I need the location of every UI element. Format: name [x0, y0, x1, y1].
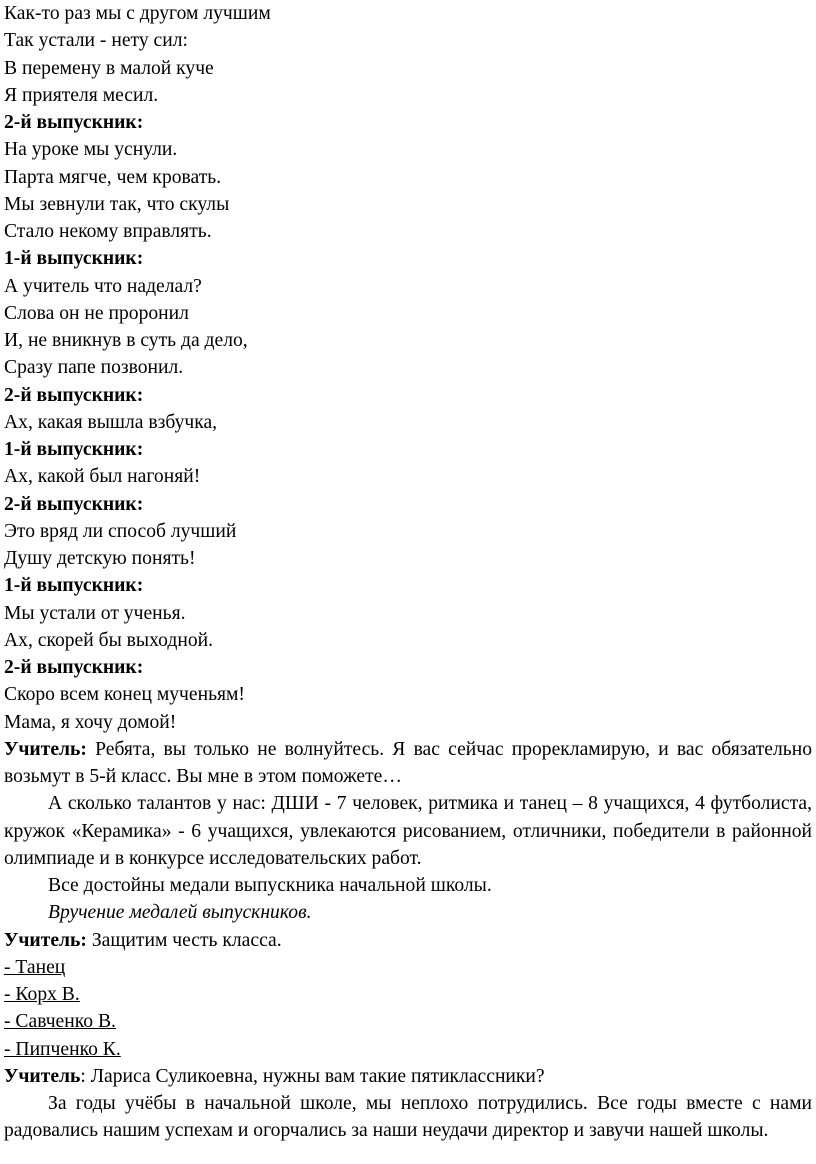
teacher-label: Учитель	[4, 1065, 81, 1087]
speaker-label: 2-й выпускник:	[4, 112, 144, 133]
poem-line: Сразу папе позвонил.	[4, 357, 184, 379]
poem-line: Как-то раз мы с другом лучшим	[4, 3, 271, 24]
medals-paragraph: Все достойны медали выпускника начальной школы.	[48, 875, 492, 896]
speaker-label: 1-й выпускник:	[4, 439, 144, 460]
speaker-label: 1-й выпускник:	[4, 575, 144, 597]
teacher-label: Учитель:	[4, 929, 87, 951]
poem-line: Это вряд ли способ лучший	[4, 520, 237, 542]
poem-line: Мы устали от ученья.	[4, 602, 186, 624]
poem-line: Скоро всем конец мученьям!	[4, 684, 245, 706]
teacher-paragraph	[4, 1063, 812, 1090]
speaker-label: 1-й выпускник:	[4, 248, 144, 270]
poem-line: Мама, я хочу домой!	[4, 711, 177, 733]
poem-line: В перемену в малой куче	[4, 57, 214, 79]
poem-line: Парта мягче, чем кровать.	[4, 166, 222, 188]
poem-line: Душу детскую понять!	[4, 548, 196, 569]
poem-line: Стало некому вправлять.	[4, 221, 212, 242]
award-paragraph: Вручение медалей выпускников.	[48, 902, 312, 924]
teacher-label: Учитель:	[4, 738, 87, 760]
talents-paragraph: А сколько талантов у нас: ДШИ - 7 человек, ритмика и танец – 8 учащихся, 4 футболиста, кружок «Керамика» - 6 учащихся, увлекаются рисованием, отличники, победители в районной олимпиаде и в конкурсе исследовательских работ.	[4, 793, 812, 869]
poem-line: Слова он не проронил	[4, 302, 189, 324]
poem-line: Я приятеля месил.	[4, 84, 159, 106]
list-item: - Савченко В.	[4, 1011, 116, 1033]
list-item: - Танец	[4, 956, 66, 978]
poem-line: Так устали - нету сил:	[4, 30, 188, 52]
poem-line: Ах, какой был нагоняй!	[4, 466, 201, 488]
speaker-label: 2-й выпускник:	[4, 493, 144, 515]
poem-line: На уроке мы уснули.	[4, 139, 178, 161]
poem-line: И, не вникнув в суть да дело,	[4, 330, 248, 351]
list-item: - Пипченко К.	[4, 1038, 121, 1060]
teacher-text: : Лариса Суликоевна, нужны вам такие пятиклассники?	[80, 1065, 545, 1087]
poem-line: Ах, какая вышла взбучка,	[4, 411, 218, 433]
teacher-text: Защитим честь класса.	[86, 929, 282, 951]
teacher-text: Ребята, вы только не волнуйтесь. Я вас сейчас прорекламирую, и вас обязательно возьмут в 5-й класс. Вы мне в этом поможете…	[4, 738, 812, 787]
final-paragraph: За годы учёбы в начальной школе, мы неплохо потрудились. Все годы вместе с нами радовались нашим успехам и огорчались за наши неудачи директор и завучи нашей школы.	[4, 1093, 812, 1142]
poem-line: Ах, скорей бы выходной.	[4, 629, 214, 651]
poem-line: Мы зевнули так, что скулы	[4, 193, 230, 215]
teacher-paragraph	[4, 736, 812, 791]
speaker-label: 2-й выпускник:	[4, 657, 144, 678]
teacher-paragraph	[4, 927, 812, 954]
list-item: - Корх В.	[4, 984, 80, 1005]
poem-line: А учитель что наделал?	[4, 275, 202, 297]
speaker-label: 2-й выпускник:	[4, 384, 144, 406]
